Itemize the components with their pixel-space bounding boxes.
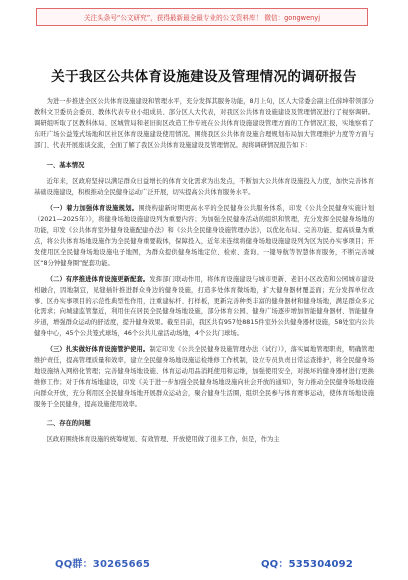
intro-paragraph: 为进一步推进全区公共体育设施建设和管理水平，充分发挥其服务功能，8月上旬，区人大常委会副主任薛坤带领部分教科文卫委员会委员、教体代表专业小组成员、部分区人大代表，对我区公共体育设施建设及管理情况进行了视察调研。调研组听取了区教科体局、区城管局和老旧街区改造工作专班在公共体育设施建设管理方面的工作情况汇报，实地察看了东旺广场公益笼式场地和区社区体育设施建设使用情况。围绕我区公共体育设施合理规划布局加大管理维护力度等方面与部门、代表开展座谈交流，全面了解了我区公共体育设施建设及管理情况。现将调研情况报告如下： bbox=[34, 98, 374, 149]
item-lead: （三）扎实做好体育设施管护使用。 bbox=[46, 346, 150, 354]
item-body: 制定印发《公共全民健身设施管理办法（试行）》，落实属地管理职责，明确管理维护责任，提高管理质量和效率，建立全民健身场地设施运检维修工作机制，设立专员负责日常运查排护，将全民健身场地设施纳入网格化管理；完善健身场地设施、体育运动用品消耗使用和运维，加强使用安全，对损坏的健身器材进行更换维修工作；对于体育场地建设，印发《关于进一步加强全民健身场地设施向社会开放的通知》，努力推动全民健身场地设施向群众开放，充分利用区全民健身场地开展群众运动会，聚合健身生活圈，组织全民参与体育赛事运动，使体育场地设施服务于全民健身，提高设施使用效率。 bbox=[34, 346, 375, 408]
section-heading-problems: 二、存在的问题 bbox=[46, 419, 91, 427]
section1-item-planning bbox=[34, 204, 374, 269]
item-lead: （一）着力加强体育设施规划。 bbox=[46, 205, 139, 213]
section-heading-basic: 一、基本情况 bbox=[46, 161, 85, 169]
section1-item-maintenance bbox=[34, 345, 374, 410]
item-lead: （二）有序推进体育设施更新配套。 bbox=[46, 275, 150, 283]
promo-banner-text: 关注头条号“公文研究”，获得最新最全最专业的公文资料库！ 微信：gongwenyj bbox=[83, 14, 321, 22]
document-title: 关于我区公共体育设施建设及管理情况的调研报告 bbox=[51, 69, 357, 85]
section1-intro-paragraph: 近年来，区政府坚持以满足群众日益增长的体育文化需求为出发点，不断加大公共体育设施投入力度，加快完善体育基础设施建设，积极推动全民健身运动广泛开展，切实提高公共体育服务水平。 bbox=[34, 178, 374, 197]
contact-footer bbox=[55, 554, 353, 570]
item-body: 围绕构建新时期更高水平的全民健身公共服务体系，印发《公共全民健身实施计划（2021—2025年）》，将健身场地设施建设列为重要内容；为加强全民健身活动的组织和管理，充分发挥全民健身场地的功能，印发《公共体育室外健身设施配建办法》和《公共全民健身设施管理办法》，以优化布局、完善功能、提高质量为重点，将公共体育场地设施作为全民健身重要载体，保障投入，近年来连续将健身场地设施建设列为区为民办实事项目；开发使用区全民健身场地设施电子地图，为群众提供健身场地定位、检索、查询、一键导航等智慧体育服务，不断完善城区“8分钟健身圈”配套功能。 bbox=[34, 205, 375, 267]
section1-item-upgrade bbox=[34, 275, 374, 340]
qq-group-text: QQ群：30265665 bbox=[55, 558, 151, 570]
promo-banner bbox=[36, 8, 368, 26]
item-body: 发挥部门联动作用，将体育设施建设与城市更新、老旧小区改造和公园城市建设相融合，因地制宜，见缝插针推进群众身边的健身设施，打造多处体育微场地，扩大健身器材覆盖面；充分发挥单位改事、区办实事项目的示范性典型性作用，注重建标杆、打样板，更新完善种类丰富的健身器材和健身场地，满足群众多元化需求；向城建监管靠近，利用住在居民全民健身场地设施，部分体育公园、健身广场逐步增加智能健身器材、智能健身步道，增强群众运动的舒适度，提升健身效果。截至目前，我区共有957处8815件室外公共健身器材设施，58处室内公共健身中心，45个公共笼式球场，46个公共儿童活动场地，4个公共门球场。 bbox=[34, 275, 375, 338]
document-body bbox=[34, 97, 374, 446]
qq-text: QQ：535304092 bbox=[260, 558, 353, 570]
section2-intro-paragraph: 区政府围绕体育设施的统筹规划、有效管理、开放使用做了很多工作，但是，作为主 bbox=[46, 436, 280, 444]
